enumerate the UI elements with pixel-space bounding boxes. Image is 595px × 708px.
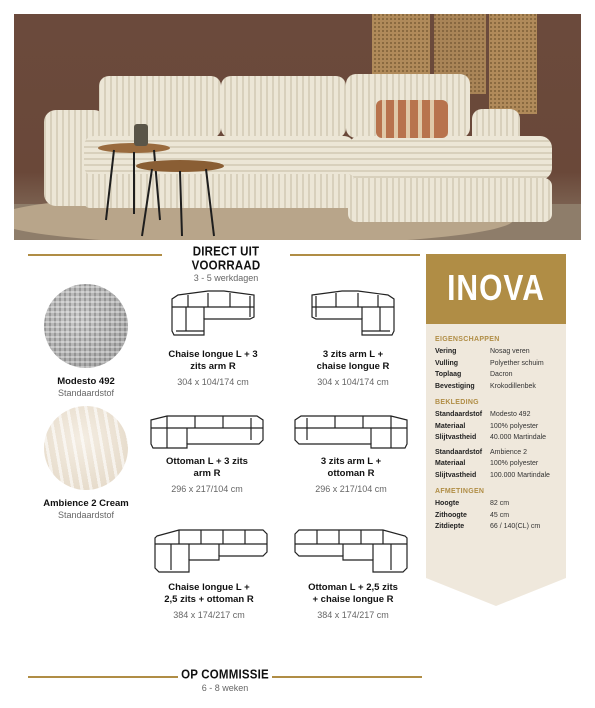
config-dimensions: 304 x 104/174 cm xyxy=(317,377,389,387)
config-name: Chaise longue L + 3 zits arm R xyxy=(168,349,258,372)
spec-row xyxy=(435,498,561,510)
spec-key: Standaardstof xyxy=(435,411,483,418)
fabric-swatch-cream xyxy=(44,406,128,490)
sofa-ottoman-left-icon xyxy=(147,410,267,450)
stock-section-header xyxy=(160,247,292,283)
spec-value: Dacron xyxy=(490,371,513,378)
fabric-name: Modesto 492 xyxy=(57,376,115,387)
spec-value: Polyether schuim xyxy=(490,359,544,367)
sofa-chaise-right-icon xyxy=(304,287,402,343)
config-name: Chaise longue L + 2,5 zits + ottoman R xyxy=(164,582,254,605)
section-divider-right xyxy=(272,676,422,678)
config-name: 3 zits arm L + ottoman R xyxy=(320,456,382,479)
spec-value: 82 cm xyxy=(490,500,510,507)
spec-row xyxy=(435,521,561,533)
config-name: 3 zits arm L + chaise longue R xyxy=(316,349,390,372)
sofa-ottoman-right-icon xyxy=(291,410,411,450)
fabric-modesto xyxy=(36,284,136,398)
spec-key: Zitdiepte xyxy=(435,523,465,530)
spec-row xyxy=(435,381,561,393)
spec-row xyxy=(435,432,561,444)
spec-value: 66 / 140(CL) cm xyxy=(490,523,541,530)
spec-row xyxy=(435,510,561,522)
spec-row xyxy=(435,458,561,470)
spec-key: Materiaal xyxy=(435,460,466,467)
config-dimensions: 296 x 217/104 cm xyxy=(171,484,243,494)
spec-row xyxy=(435,346,561,358)
spec-value: Nosag veren xyxy=(490,348,530,355)
spec-row xyxy=(435,421,561,433)
section-divider-left xyxy=(28,676,178,678)
config-item xyxy=(288,524,418,620)
spec-value: 100.000 Martindale xyxy=(490,471,550,479)
config-name: Ottoman L + 2,5 zits + chaise longue R xyxy=(308,582,398,605)
sofa-ottoman-chaise-icon xyxy=(293,524,413,576)
config-dimensions: 384 x 174/217 cm xyxy=(173,610,245,620)
spec-value: 100% polyester xyxy=(490,422,539,430)
config-item xyxy=(288,287,418,387)
spec-panel xyxy=(426,254,566,606)
spec-heading-bekleding: BEKLEDING xyxy=(435,399,479,406)
spec-value: 100% polyester xyxy=(490,460,539,467)
spec-value: 40.000 Martindale xyxy=(490,434,547,441)
commission-section-subtitle: 6 - 8 weken xyxy=(201,683,249,693)
spec-value: Ambience 2 xyxy=(490,448,527,456)
spec-row xyxy=(435,470,561,482)
fabric-swatch-grey xyxy=(44,284,128,368)
config-item xyxy=(148,287,278,387)
spec-key: Vering xyxy=(435,348,457,355)
spec-key: Slijtvastheid xyxy=(435,471,477,479)
spec-key: Bevestiging xyxy=(435,382,475,390)
fabric-name: Ambience 2 Cream xyxy=(43,498,129,509)
spec-key: Toplaag xyxy=(435,371,462,378)
sofa-chaise-left-icon xyxy=(164,287,262,343)
brand-box xyxy=(426,254,566,324)
stock-section-subtitle: 3 - 5 werkdagen xyxy=(193,273,259,283)
config-dimensions: 384 x 174/217 cm xyxy=(317,610,389,620)
config-item xyxy=(286,410,416,494)
stock-section-title: DIRECT UIT VOORRAAD xyxy=(191,245,261,273)
commission-section-header xyxy=(176,669,274,693)
spec-value: Modesto 492 xyxy=(490,411,531,418)
fabric-type: Standaardstof xyxy=(57,510,115,520)
section-divider-right xyxy=(290,254,420,256)
brand-name: INOVA xyxy=(447,268,545,309)
config-item xyxy=(144,524,274,620)
spec-heading-eigenschappen: EIGENSCHAPPEN xyxy=(435,336,500,343)
config-item xyxy=(142,410,272,494)
fabric-type: Standaardstof xyxy=(57,388,115,398)
spec-row xyxy=(435,369,561,381)
config-dimensions: 296 x 217/104 cm xyxy=(315,484,387,494)
spec-row xyxy=(435,447,561,459)
spec-key: Zithoogte xyxy=(435,511,467,519)
spec-row xyxy=(435,409,561,421)
fabric-ambience xyxy=(36,406,136,520)
spec-key: Materiaal xyxy=(435,422,466,430)
section-divider-left xyxy=(28,254,162,256)
spec-key: Hoogte xyxy=(435,500,460,507)
config-name: Ottoman L + 3 zits arm R xyxy=(166,456,248,479)
spec-value: 45 cm xyxy=(490,511,510,519)
spec-heading-afmetingen: AFMETINGEN xyxy=(435,488,485,495)
sofa-chaise-ottoman-icon xyxy=(149,524,269,576)
spec-key: Standaardstof xyxy=(435,448,483,456)
spec-list xyxy=(435,336,561,533)
spec-value: Krokodillenbek xyxy=(490,382,536,390)
config-dimensions: 304 x 104/174 cm xyxy=(177,377,249,387)
spec-row xyxy=(435,358,561,370)
spec-key: Slijtvastheid xyxy=(435,434,477,441)
spec-key: Vulling xyxy=(435,359,459,367)
hero-photo xyxy=(14,14,581,240)
commission-section-title: OP COMMISSIE xyxy=(181,668,269,682)
